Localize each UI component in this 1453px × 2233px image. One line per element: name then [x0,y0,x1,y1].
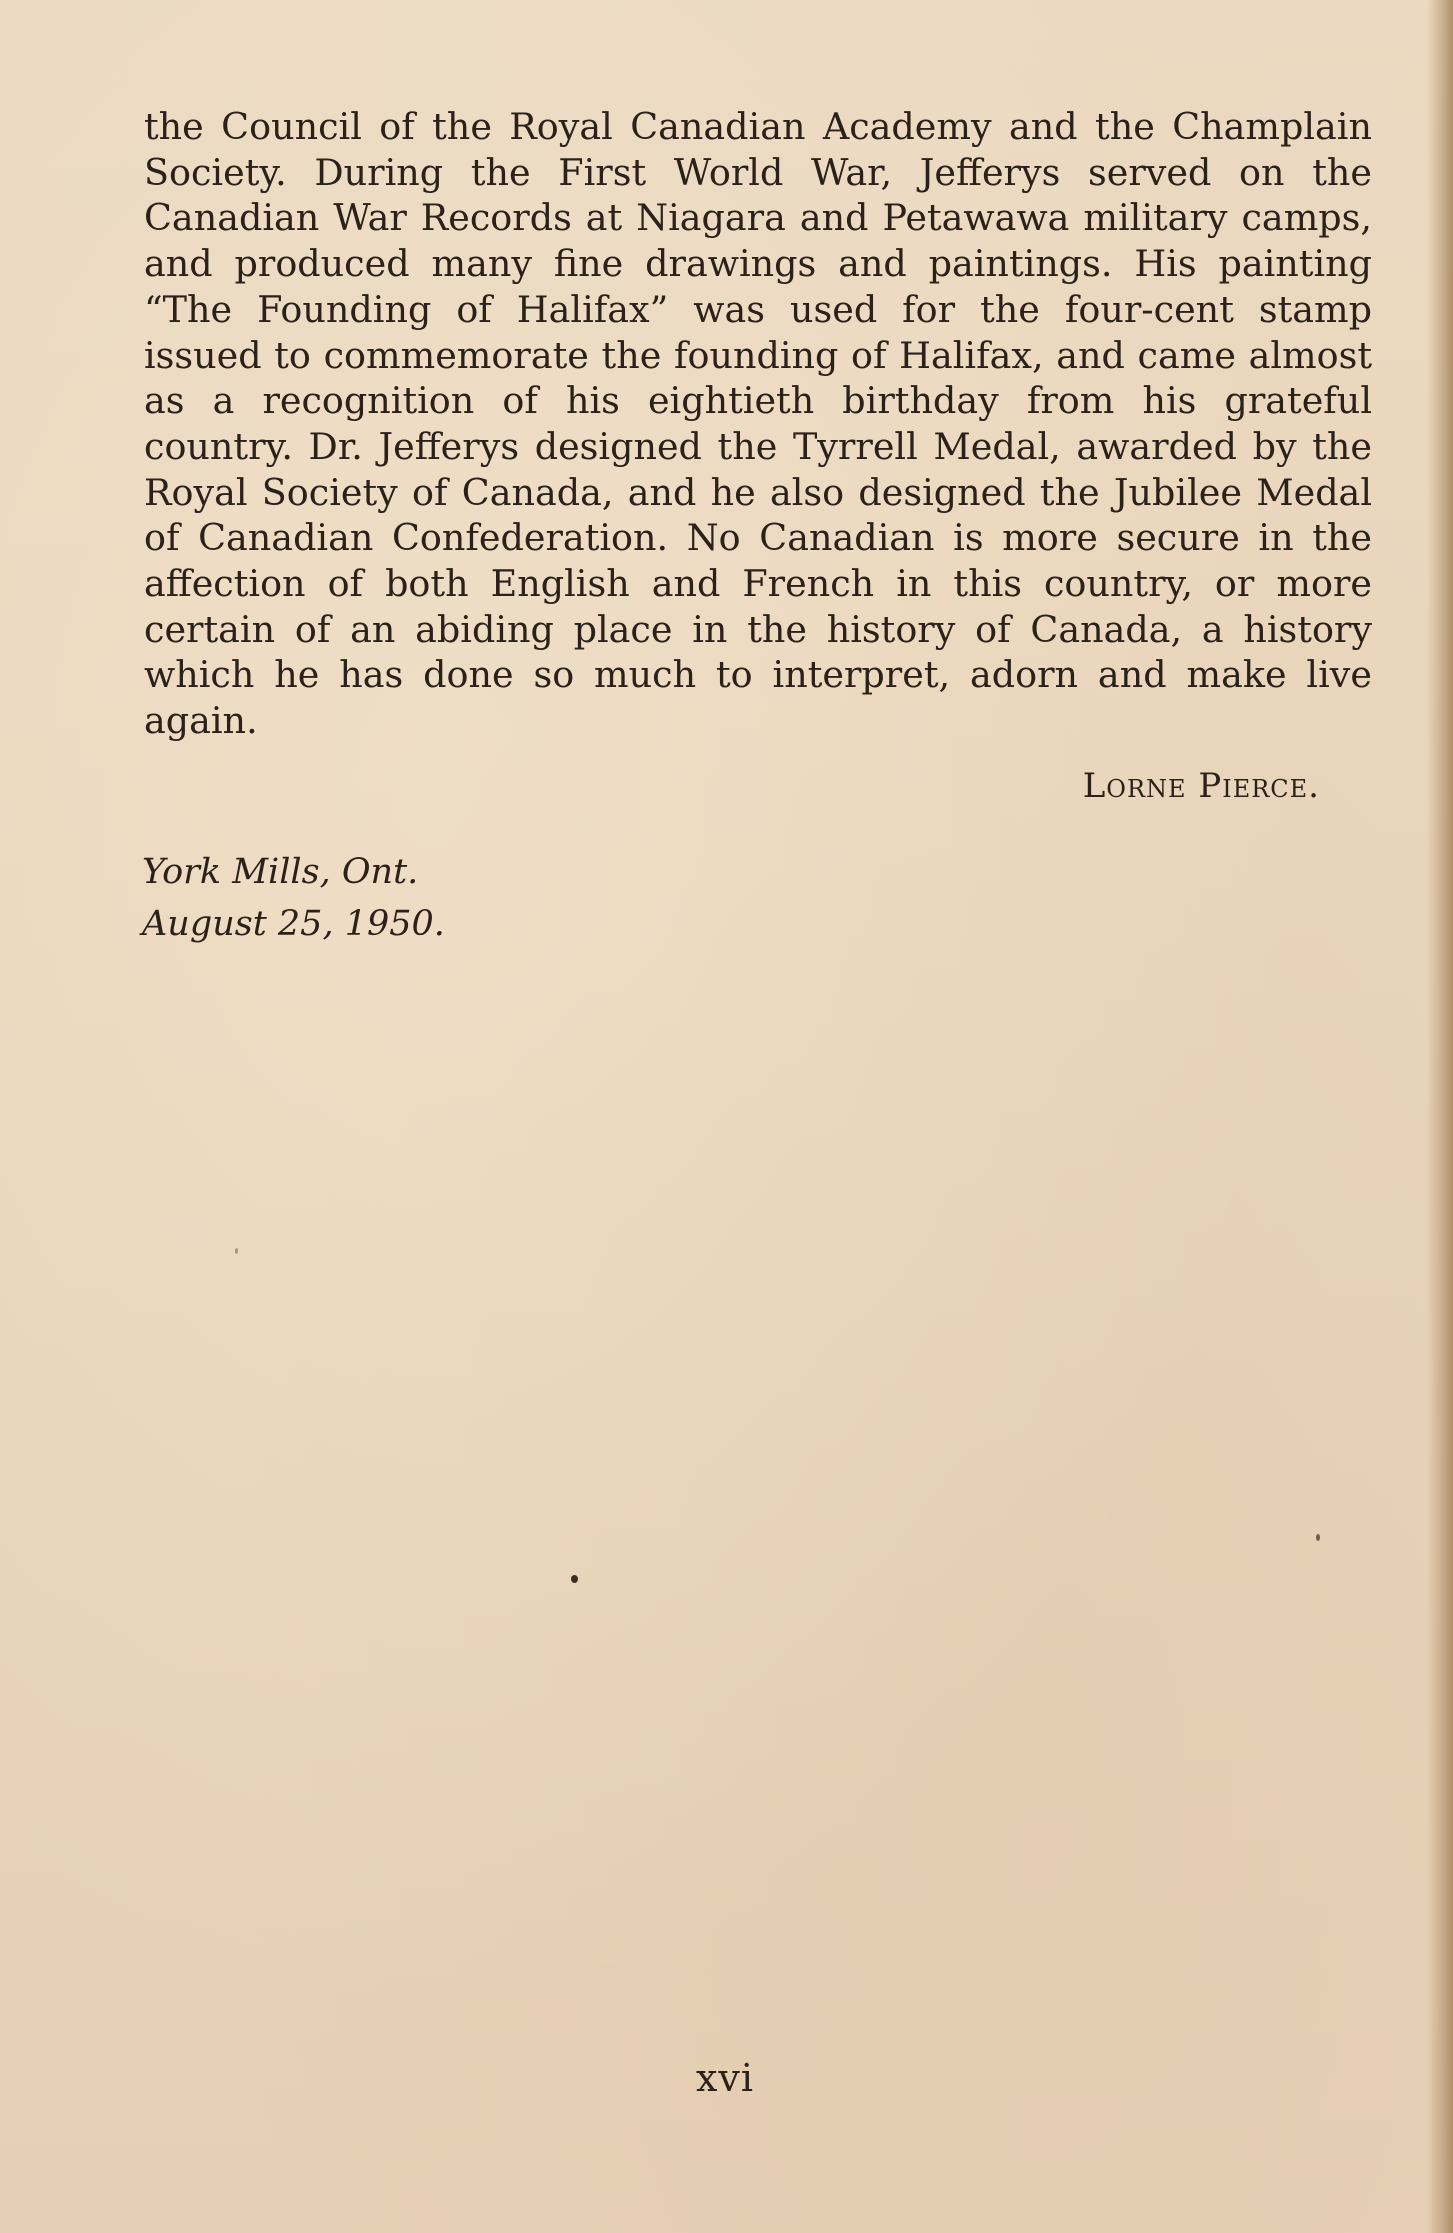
paper-speck [571,1575,578,1583]
place-and-date [142,846,445,950]
paper-speck [1316,1534,1320,1541]
place-line: York Mills, Ont. [142,852,419,892]
body-paragraph: the Council of the Royal Canadian Academy and the Champlain Society. During the First World War, Jefferys served on the Canadian War Records at Niagara and Petawawa military camps, and produced many fine drawings and paintings. His painting “The Founding of Halifax” was used for the four-cent stamp issued to commemorate the founding of Halifax, and came almost as a recognition of his eightieth birthday from his grateful country. Dr. Jefferys designed the Tyrrell Medal, awarded by the Royal Society of Canada, and he also designed the Jubilee Medal of Canadian Confederation. No Canadian is more secure in the affection of both English and French in this country, or more certain of an abiding place in the history of Canada, a history which he has done so much to interpret, adorn and make live again. [144,105,1372,743]
date-line: August 25, 1950. [142,904,445,944]
paper-speck [235,1248,238,1254]
page-number: xvi [695,2056,755,2100]
page-edge-shadow [1427,0,1453,2233]
author-signature: Lorne Pierce. [1082,766,1320,806]
